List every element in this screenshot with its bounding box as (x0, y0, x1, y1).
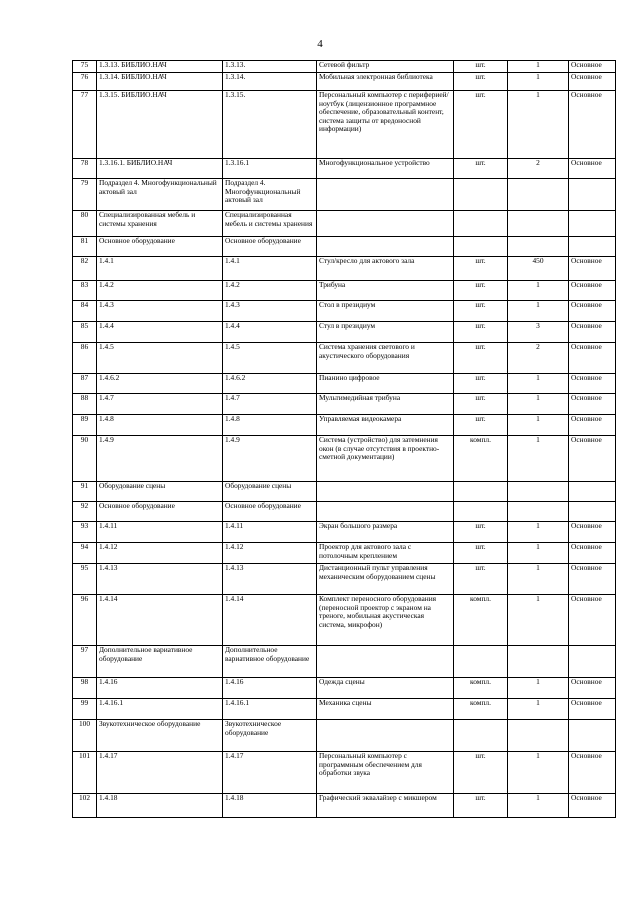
table-row (73, 394, 616, 415)
cell-row-number: 92 (73, 502, 97, 522)
cell-item-name: Многофункциональное устройство (317, 159, 454, 179)
cell-quantity: 1 (508, 436, 569, 482)
cell-unit: шт. (454, 415, 508, 436)
table-row (73, 678, 616, 699)
cell-reference-code: 1.3.16.1 (223, 159, 317, 179)
cell-equipment-type: Основное (569, 752, 616, 794)
cell-row-number: 102 (73, 794, 97, 818)
cell-unit: компл. (454, 699, 508, 720)
cell-unit: шт. (454, 752, 508, 794)
cell-quantity: 2 (508, 343, 569, 374)
cell-reference-code: 1.3.15. (223, 91, 317, 159)
cell-item-name: Пианино цифровое (317, 374, 454, 394)
cell-item-name: Трибуна (317, 281, 454, 301)
table-row (73, 482, 616, 502)
cell-row-number: 83 (73, 281, 97, 301)
cell-item-name: Стул/кресло для актового зала (317, 257, 454, 281)
cell-reference-code: Дополнительное вариативное оборудование (223, 646, 317, 678)
cell-equipment-type: Основное (569, 543, 616, 564)
cell-unit: шт. (454, 61, 508, 73)
cell-reference-code: 1.4.11 (223, 522, 317, 543)
cell-quantity: 1 (508, 522, 569, 543)
cell-row-number: 81 (73, 237, 97, 257)
cell-quantity: 1 (508, 374, 569, 394)
cell-reference-code: 1.4.16.1 (223, 699, 317, 720)
cell-reference-code: 1.4.9 (223, 436, 317, 482)
table-row (73, 61, 616, 73)
cell-item-name (317, 720, 454, 752)
cell-unit: шт. (454, 281, 508, 301)
page-number: 4 (317, 38, 323, 50)
table-row (73, 237, 616, 257)
cell-quantity: 1 (508, 73, 569, 91)
table-row (73, 720, 616, 752)
cell-reference-code: 1.3.14. (223, 73, 317, 91)
cell-item-code: 1.3.14. БИБЛИО.НАЧ (97, 73, 223, 91)
cell-item-code: 1.4.14 (97, 595, 223, 646)
cell-item-name (317, 502, 454, 522)
cell-item-name: Персональный компьютер с периферией/ноутбук (лицензионное программное обеспечение, образовательный контент, система защиты от вредоносной информации) (317, 91, 454, 159)
cell-row-number: 91 (73, 482, 97, 502)
cell-reference-code: 1.4.7 (223, 394, 317, 415)
cell-row-number: 86 (73, 343, 97, 374)
cell-quantity: 1 (508, 564, 569, 595)
cell-row-number: 79 (73, 179, 97, 211)
cell-quantity (508, 211, 569, 237)
cell-item-name: Стул в президиум (317, 322, 454, 343)
cell-equipment-type: Основное (569, 343, 616, 374)
cell-row-number: 99 (73, 699, 97, 720)
cell-equipment-type: Основное (569, 564, 616, 595)
cell-unit: шт. (454, 343, 508, 374)
cell-item-name (317, 237, 454, 257)
cell-unit: шт. (454, 543, 508, 564)
cell-item-code: Оборудование сцены (97, 482, 223, 502)
cell-row-number: 75 (73, 61, 97, 73)
table-row (73, 343, 616, 374)
table-row (73, 522, 616, 543)
table-row (73, 281, 616, 301)
cell-quantity: 1 (508, 543, 569, 564)
cell-row-number: 101 (73, 752, 97, 794)
cell-reference-code: 1.4.2 (223, 281, 317, 301)
cell-unit: компл. (454, 595, 508, 646)
table-row (73, 436, 616, 482)
cell-unit (454, 502, 508, 522)
cell-unit (454, 720, 508, 752)
cell-unit: шт. (454, 257, 508, 281)
cell-reference-code: 1.4.14 (223, 595, 317, 646)
table-row (73, 564, 616, 595)
cell-unit: компл. (454, 436, 508, 482)
cell-item-code: Специализированная мебель и системы хранения (97, 211, 223, 237)
table-row (73, 543, 616, 564)
cell-row-number: 80 (73, 211, 97, 237)
cell-equipment-type: Основное (569, 257, 616, 281)
table-row (73, 91, 616, 159)
cell-row-number: 93 (73, 522, 97, 543)
table-row (73, 159, 616, 179)
cell-unit (454, 646, 508, 678)
cell-item-code: 1.4.7 (97, 394, 223, 415)
cell-equipment-type: Основное (569, 595, 616, 646)
cell-row-number: 76 (73, 73, 97, 91)
table-row (73, 73, 616, 91)
cell-equipment-type: Основное (569, 415, 616, 436)
cell-row-number: 77 (73, 91, 97, 159)
cell-row-number: 84 (73, 301, 97, 322)
cell-equipment-type: Основное (569, 794, 616, 818)
cell-item-code: 1.4.11 (97, 522, 223, 543)
cell-item-code: 1.3.13. БИБЛИО.НАЧ (97, 61, 223, 73)
cell-item-code: Звукотехническое оборудование (97, 720, 223, 752)
cell-item-code: Подраздел 4. Многофункциональный актовый зал (97, 179, 223, 211)
cell-reference-code: Основное оборудование (223, 502, 317, 522)
cell-quantity: 1 (508, 752, 569, 794)
cell-item-code: Дополнительное вариативное оборудование (97, 646, 223, 678)
table-row (73, 374, 616, 394)
cell-row-number: 89 (73, 415, 97, 436)
cell-reference-code: Подраздел 4. Многофункциональный актовый зал (223, 179, 317, 211)
cell-item-name: Стол в президиум (317, 301, 454, 322)
cell-row-number: 97 (73, 646, 97, 678)
cell-row-number: 90 (73, 436, 97, 482)
cell-row-number: 98 (73, 678, 97, 699)
cell-quantity: 450 (508, 257, 569, 281)
cell-equipment-type (569, 237, 616, 257)
cell-item-code: 1.4.4 (97, 322, 223, 343)
cell-quantity (508, 720, 569, 752)
cell-unit: шт. (454, 73, 508, 91)
cell-item-name: Система (устройство) для затемнения окон (в случае отсутствия в проектно-сметной документации) (317, 436, 454, 482)
cell-quantity (508, 179, 569, 211)
cell-reference-code: 1.4.1 (223, 257, 317, 281)
cell-row-number: 96 (73, 595, 97, 646)
table-row (73, 595, 616, 646)
cell-quantity: 3 (508, 322, 569, 343)
cell-quantity: 1 (508, 91, 569, 159)
cell-quantity: 1 (508, 394, 569, 415)
cell-reference-code: 1.4.13 (223, 564, 317, 595)
cell-item-name: Графический эквалайзер с микшером (317, 794, 454, 818)
cell-item-name: Сетевой фильтр (317, 61, 454, 73)
table-row (73, 211, 616, 237)
cell-row-number: 95 (73, 564, 97, 595)
cell-item-code: Основное оборудование (97, 237, 223, 257)
cell-unit: шт. (454, 322, 508, 343)
cell-item-name: Управляемая видеокамера (317, 415, 454, 436)
cell-quantity: 1 (508, 61, 569, 73)
cell-unit: шт. (454, 91, 508, 159)
cell-reference-code: 1.4.4 (223, 322, 317, 343)
cell-item-code: 1.4.1 (97, 257, 223, 281)
cell-quantity: 1 (508, 794, 569, 818)
cell-item-code: 1.3.15. БИБЛИО.НАЧ (97, 91, 223, 159)
cell-equipment-type: Основное (569, 301, 616, 322)
cell-row-number: 78 (73, 159, 97, 179)
cell-item-code: 1.4.12 (97, 543, 223, 564)
cell-equipment-type: Основное (569, 91, 616, 159)
cell-reference-code: 1.4.8 (223, 415, 317, 436)
cell-reference-code: Основное оборудование (223, 237, 317, 257)
cell-reference-code: 1.4.18 (223, 794, 317, 818)
table-row (73, 502, 616, 522)
cell-item-name: Проектор для актового зала с потолочным креплением (317, 543, 454, 564)
cell-equipment-type: Основное (569, 522, 616, 543)
cell-item-name: Комплект переносного оборудования (переносной проектор с экраном на треноге, мобильная акустическая система, микрофон) (317, 595, 454, 646)
cell-reference-code: Звукотехническое оборудование (223, 720, 317, 752)
cell-unit: шт. (454, 564, 508, 595)
cell-equipment-type (569, 646, 616, 678)
cell-reference-code: 1.4.3 (223, 301, 317, 322)
cell-quantity (508, 482, 569, 502)
cell-row-number: 88 (73, 394, 97, 415)
cell-equipment-type: Основное (569, 394, 616, 415)
cell-reference-code: 1.4.12 (223, 543, 317, 564)
cell-quantity: 1 (508, 281, 569, 301)
cell-row-number: 82 (73, 257, 97, 281)
table-row (73, 752, 616, 794)
cell-equipment-type (569, 482, 616, 502)
table-row (73, 301, 616, 322)
cell-reference-code: 1.4.5 (223, 343, 317, 374)
cell-unit: шт. (454, 794, 508, 818)
cell-item-name: Персональный компьютер с программным обеспечением для обработки звука (317, 752, 454, 794)
cell-item-name: Мультимедийная трибуна (317, 394, 454, 415)
cell-unit: компл. (454, 678, 508, 699)
cell-quantity: 1 (508, 699, 569, 720)
equipment-table (72, 60, 616, 818)
cell-equipment-type: Основное (569, 73, 616, 91)
cell-quantity: 2 (508, 159, 569, 179)
cell-item-name (317, 482, 454, 502)
cell-item-code: 1.3.16.1. БИБЛИО.НАЧ (97, 159, 223, 179)
cell-reference-code: 1.4.16 (223, 678, 317, 699)
cell-reference-code: 1.4.6.2 (223, 374, 317, 394)
cell-item-code: 1.4.16.1 (97, 699, 223, 720)
cell-item-code: 1.4.18 (97, 794, 223, 818)
cell-item-name (317, 646, 454, 678)
cell-unit: шт. (454, 394, 508, 415)
cell-item-code: 1.4.13 (97, 564, 223, 595)
cell-item-code: 1.4.5 (97, 343, 223, 374)
cell-reference-code: 1.4.17 (223, 752, 317, 794)
cell-item-code: 1.4.3 (97, 301, 223, 322)
table-row (73, 794, 616, 818)
cell-item-name: Механика сцены (317, 699, 454, 720)
cell-item-code: 1.4.16 (97, 678, 223, 699)
cell-equipment-type: Основное (569, 159, 616, 179)
cell-equipment-type: Основное (569, 699, 616, 720)
cell-item-code: 1.4.6.2 (97, 374, 223, 394)
cell-equipment-type: Основное (569, 436, 616, 482)
table-row (73, 257, 616, 281)
cell-quantity (508, 502, 569, 522)
cell-quantity: 1 (508, 415, 569, 436)
cell-equipment-type: Основное (569, 678, 616, 699)
cell-row-number: 85 (73, 322, 97, 343)
cell-row-number: 100 (73, 720, 97, 752)
cell-quantity: 1 (508, 301, 569, 322)
table-row (73, 699, 616, 720)
cell-unit (454, 211, 508, 237)
cell-item-name (317, 211, 454, 237)
cell-item-name: Мобильная электронная библиотека (317, 73, 454, 91)
cell-unit (454, 179, 508, 211)
cell-unit: шт. (454, 301, 508, 322)
cell-item-code: 1.4.2 (97, 281, 223, 301)
cell-equipment-type: Основное (569, 374, 616, 394)
cell-item-name: Экран большого размера (317, 522, 454, 543)
cell-equipment-type: Основное (569, 322, 616, 343)
cell-equipment-type: Основное (569, 61, 616, 73)
table-row (73, 322, 616, 343)
cell-item-code: 1.4.17 (97, 752, 223, 794)
cell-quantity: 1 (508, 595, 569, 646)
cell-reference-code: Оборудование сцены (223, 482, 317, 502)
cell-quantity: 1 (508, 678, 569, 699)
cell-quantity (508, 237, 569, 257)
cell-equipment-type (569, 179, 616, 211)
cell-reference-code: Специализированная мебель и системы хранения (223, 211, 317, 237)
cell-quantity (508, 646, 569, 678)
cell-reference-code: 1.3.13. (223, 61, 317, 73)
cell-item-name (317, 179, 454, 211)
cell-item-name: Одежда сцены (317, 678, 454, 699)
cell-unit (454, 237, 508, 257)
cell-item-code: 1.4.9 (97, 436, 223, 482)
cell-equipment-type (569, 502, 616, 522)
table-row (73, 415, 616, 436)
table-row (73, 179, 616, 211)
cell-unit: шт. (454, 522, 508, 543)
cell-row-number: 87 (73, 374, 97, 394)
cell-item-name: Дистанционный пульт управления механическим оборудованием сцены (317, 564, 454, 595)
cell-unit: шт. (454, 374, 508, 394)
cell-unit: шт. (454, 159, 508, 179)
table-row (73, 646, 616, 678)
cell-row-number: 94 (73, 543, 97, 564)
cell-equipment-type (569, 720, 616, 752)
cell-equipment-type (569, 211, 616, 237)
cell-item-name: Система хранения светового и акустического оборудования (317, 343, 454, 374)
cell-item-code: Основное оборудование (97, 502, 223, 522)
cell-item-code: 1.4.8 (97, 415, 223, 436)
cell-unit (454, 482, 508, 502)
cell-equipment-type: Основное (569, 281, 616, 301)
